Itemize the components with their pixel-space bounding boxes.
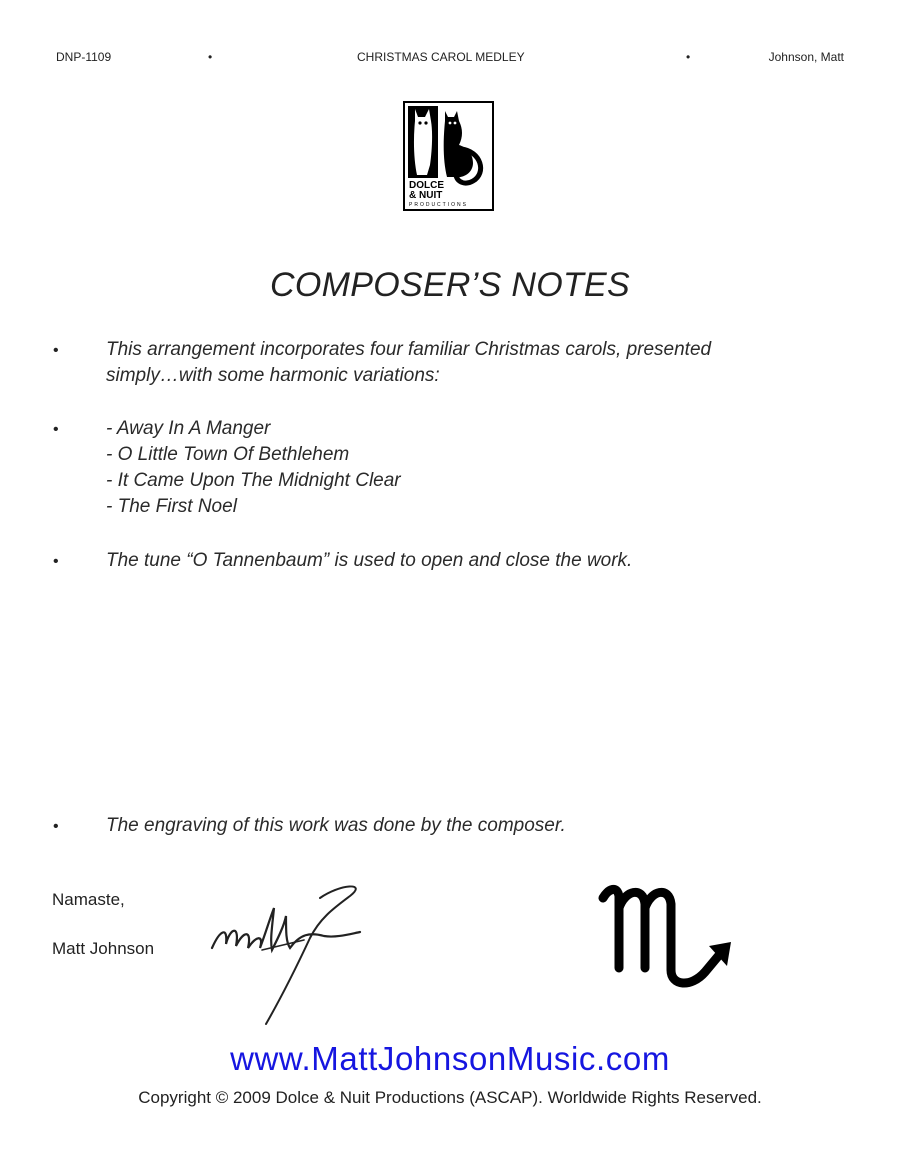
note-intro-line2: simply…with some harmonic variations: [106,365,440,386]
header-separator: • [686,50,691,64]
carol-item: - It Came Upon The Midnight Clear [106,470,401,491]
header-author: Johnson, Matt [768,50,844,64]
website-link[interactable]: www.MattJohnsonMusic.com [230,1040,670,1077]
bullet-4: • [53,818,59,835]
signoff-name: Matt Johnson [52,939,155,958]
scorpio-glyph-icon [595,876,740,996]
carol-list [106,416,806,520]
bullet-3: • [53,553,59,570]
handwritten-signature [200,878,375,1028]
note-intro-line1: This arrangement incorporates four familiar Christmas carols, presented [106,339,712,360]
bullet-1: • [53,342,59,359]
publisher-logo [403,101,494,211]
carol-item: - Away In A Manger [106,418,271,439]
note-engraving: The engraving of this work was done by the composer. [106,815,566,836]
bullet-2: • [53,421,59,438]
carol-item: - O Little Town Of Bethlehem [106,444,350,465]
logo-text-nuit: & NUIT [409,190,443,201]
note-intro [106,337,806,389]
copyright-notice: Copyright © 2009 Dolce & Nuit Productions (ASCAP). Worldwide Rights Reserved. [138,1088,762,1107]
header-separator: • [208,50,213,64]
catalog-code: DNP-1109 [56,50,112,64]
page-title: COMPOSER’S NOTES [270,266,630,304]
carol-item: - The First Noel [106,496,237,517]
logo-text-dolce: DOLCE [409,180,444,191]
page-header [56,50,844,68]
header-title: CHRISTMAS CAROL MEDLEY [357,50,525,64]
signoff-greeting: Namaste, [52,890,125,909]
logo-text-productions: PRODUCTIONS [409,202,468,208]
note-tune: The tune “O Tannenbaum” is used to open and close the work. [106,550,633,571]
